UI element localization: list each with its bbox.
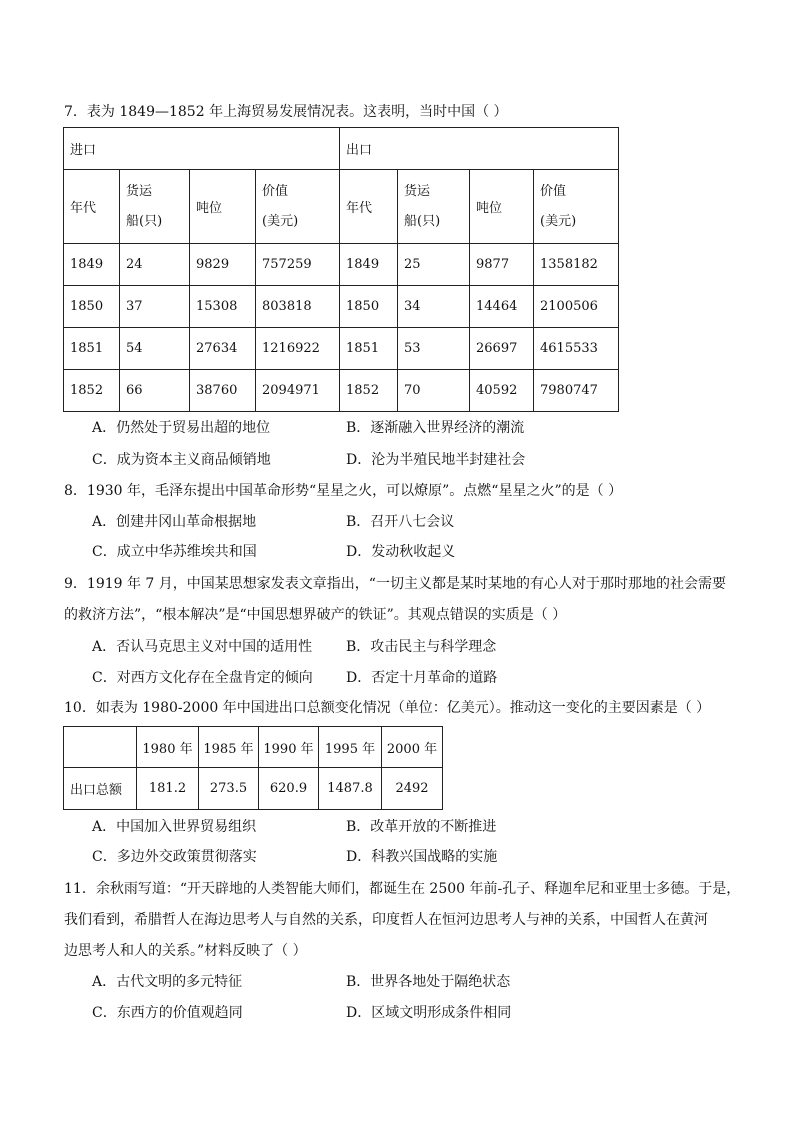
table-row [64,768,443,810]
table-cell: 40592 [470,370,534,412]
table-corner-cell [64,727,137,768]
q10-option-d[interactable]: D．科教兴国战略的实施 [346,849,498,865]
q10-option-c[interactable]: C．多边外交政策贯彻落实 [92,849,257,865]
table-cell: 1358182 [534,244,619,286]
year-header: 1985 年 [199,727,259,768]
q10-option-b[interactable]: B．改革开放的不断推进 [346,819,497,835]
q10-export-table [63,726,443,810]
table-cell: 757259 [256,244,340,286]
table-cell: 2100506 [534,286,619,328]
table-row [64,328,619,370]
table-cell: 34 [398,286,470,328]
table-row [64,244,619,286]
q9-stem-line1: 9．1919 年 7 月，中国某思想家发表文章指出，“一切主义都是某时某地的有心人对于那时那地的社会需要 [64,576,726,592]
q8-option-d[interactable]: D．发动秋收起义 [346,544,456,560]
table-cell: 2094971 [256,370,340,412]
q8-stem: 8．1930 年，毛泽东提出中国革命形势“星星之火，可以燎原”。点燃“星星之火”的是（ ） [64,483,623,499]
q11-option-a[interactable]: A．古代文明的多元特征 [92,974,243,990]
table-cell: 803818 [256,286,340,328]
q8-option-b[interactable]: B．召开八七会议 [346,514,455,530]
table-cell: 7980747 [534,370,619,412]
table-cell: 9877 [470,244,534,286]
table-cell: 1850 [64,286,120,328]
table-cell: 1849 [64,244,120,286]
q11-stem-line2: 我们看到，希腊哲人在海边思考人与自然的关系，印度哲人在恒河边思考人与神的关系，中国哲人在黄河 [64,912,708,928]
q9-option-b[interactable]: B．攻击民主与科学理念 [346,639,497,655]
table-cell: 38760 [190,370,256,412]
year-header: 1980 年 [137,727,199,768]
year-header: 1995 年 [319,727,382,768]
table-cell: 37 [120,286,190,328]
table-cell: 66 [120,370,190,412]
q11-option-c[interactable]: C．东西方的价值观趋同 [92,1005,243,1021]
table-cell: 24 [120,244,190,286]
table-cell: 1849 [340,244,398,286]
table-cell: 26697 [470,328,534,370]
table-cell: 70 [398,370,470,412]
table-cell: 27634 [190,328,256,370]
table-cell: 9829 [190,244,256,286]
table-cell: 1851 [64,328,120,370]
q10-option-a[interactable]: A．中国加入世界贸易组织 [92,819,257,835]
table-cell: 1852 [64,370,120,412]
col-header-tonnage: 吨位 [470,170,534,244]
col-header-year: 年代 [64,170,120,244]
table-cell: 1850 [340,286,398,328]
import-header: 进口 [64,128,340,170]
q9-option-a[interactable]: A．否认马克思主义对中国的适用性 [92,639,313,655]
table-cell: 273.5 [199,768,259,810]
table-cell: 1216922 [256,328,340,370]
table-row [64,286,619,328]
col-header-value: 价值 (美元) [256,170,340,244]
col-header-ships: 货运 船(只) [398,170,470,244]
q8-option-a[interactable]: A．创建井冈山革命根据地 [92,514,257,530]
table-cell: 1852 [340,370,398,412]
col-header-year: 年代 [340,170,398,244]
q8-option-c[interactable]: C．成立中华苏维埃共和国 [92,544,257,560]
q9-option-c[interactable]: C．对西方文化存在全盘肯定的倾向 [92,670,313,686]
table-cell: 2492 [382,768,443,810]
q11-stem-line1: 11．余秋雨写道：“开天辟地的人类智能大师们，都诞生在 2500 年前-孔子、释迦牟尼和亚里士多德。于是， [64,881,741,897]
q7-option-c[interactable]: C．成为资本主义商品倾销地 [92,452,271,468]
q9-option-d[interactable]: D．否定十月革命的道路 [346,670,498,686]
q11-option-d[interactable]: D．区域文明形成条件相同 [346,1005,512,1021]
q7-option-d[interactable]: D．沦为半殖民地半封建社会 [346,452,526,468]
table-cell: 25 [398,244,470,286]
q10-stem: 10．如表为 1980-2000 年中国进出口总额变化情况（单位：亿美元）。推动这一变化的主要因素是（ ） [64,700,711,716]
q7-stem: 7．表为 1849—1852 年上海贸易发展情况表。这表明，当时中国（ ） [64,104,508,120]
q11-option-b[interactable]: B．世界各地处于隔绝状态 [346,974,511,990]
table-cell: 4615533 [534,328,619,370]
year-header: 2000 年 [382,727,443,768]
row-label: 出口总额 [64,768,137,810]
q7-trade-table [63,127,619,412]
table-cell: 14464 [470,286,534,328]
year-header: 1990 年 [259,727,319,768]
table-cell: 181.2 [137,768,199,810]
table-cell: 15308 [190,286,256,328]
q7-option-b[interactable]: B．逐渐融入世界经济的潮流 [346,420,525,436]
table-cell: 1851 [340,328,398,370]
table-cell: 1487.8 [319,768,382,810]
q11-stem-line3: 边思考人和人的关系。”材料反映了（ ） [64,943,307,959]
export-header: 出口 [340,128,619,170]
col-header-ships: 货运 船(只) [120,170,190,244]
table-cell: 54 [120,328,190,370]
col-header-value: 价值 (美元) [534,170,619,244]
q7-option-a[interactable]: A．仍然处于贸易出超的地位 [92,420,271,436]
table-cell: 53 [398,328,470,370]
table-cell: 620.9 [259,768,319,810]
q9-stem-line2: 的救济方法”，“根本解决”是“中国思想界破产的铁证”。其观点错误的实质是（ ） [64,607,567,623]
table-row [64,370,619,412]
col-header-tonnage: 吨位 [190,170,256,244]
